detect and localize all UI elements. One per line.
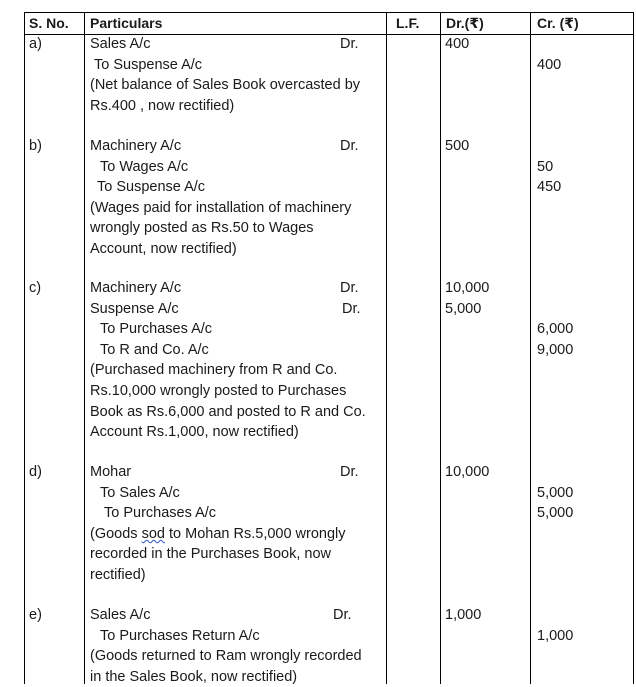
dr-mark: Dr. <box>340 138 359 154</box>
credit-amount: 5,000 <box>537 484 574 501</box>
credit-amount: 1,000 <box>537 627 574 644</box>
debit-amount: 5,000 <box>445 300 482 317</box>
col-border-sno <box>84 12 85 684</box>
particulars-line: (Net balance of Sales Book overcasted by <box>90 77 361 94</box>
particulars-line: To Purchases A/c <box>104 505 217 522</box>
dr-mark: Dr. <box>340 36 359 52</box>
particulars-line: Book as Rs.6,000 and posted to R and Co. <box>90 403 366 420</box>
particulars-line: To Purchases Return A/c <box>100 627 260 644</box>
dr-mark: Dr. <box>340 280 359 296</box>
particulars-line: Account Rs.1,000, now rectified) <box>90 424 299 441</box>
credit-amount: 5,000 <box>537 505 574 522</box>
particulars-line: (Wages paid for installation of machinery <box>90 199 352 216</box>
particulars-line: To Wages A/c <box>100 158 189 175</box>
dr-mark: Dr. <box>342 300 361 317</box>
credit-amount: 6,000 <box>537 321 574 338</box>
credit-amount: 50 <box>537 158 554 175</box>
dr-mark: Dr. <box>333 607 352 623</box>
col-border-right <box>633 12 634 684</box>
particulars-line: rectified) <box>90 567 146 583</box>
debit-amount: 500 <box>445 138 470 154</box>
particulars-line: Mohar <box>90 464 132 480</box>
entry-sno: c) <box>29 280 42 296</box>
entry-sno: b) <box>29 138 42 154</box>
header-cr: Cr. (₹) <box>537 15 579 31</box>
misspelled-word: sod <box>141 525 165 542</box>
particulars-line: (Goods returned to Ram wrongly recorded <box>90 648 362 665</box>
header-particulars: Particulars <box>90 15 163 31</box>
particulars-line: Machinery A/c <box>90 138 182 154</box>
particulars-line: Account, now rectified) <box>90 241 237 257</box>
col-border-particulars <box>386 12 387 684</box>
particulars-line: To Sales A/c <box>100 484 180 501</box>
col-border-dr <box>530 12 531 684</box>
header-dr: Dr.(₹) <box>446 15 484 31</box>
particulars-line: To Suspense A/c <box>97 179 206 196</box>
entry-sno: e) <box>29 607 42 623</box>
particulars-line: Machinery A/c <box>90 280 182 296</box>
particulars-line: (Purchased machinery from R and Co. <box>90 362 338 379</box>
debit-amount: 10,000 <box>445 280 490 296</box>
dr-mark: Dr. <box>340 464 359 480</box>
particulars-line: Sales A/c <box>90 607 151 623</box>
credit-amount: 450 <box>537 179 562 196</box>
particulars-line: To Purchases A/c <box>100 321 213 338</box>
particulars-line: (Goods sod to Mohan Rs.5,000 wrongly <box>90 525 346 542</box>
entry-sno: d) <box>29 464 42 480</box>
col-border-lf <box>440 12 441 684</box>
header-lf: L.F. <box>396 15 420 31</box>
header-sno: S. No. <box>29 15 69 31</box>
debit-amount: 1,000 <box>445 607 482 623</box>
particulars-line: Suspense A/c <box>90 300 179 317</box>
particulars-line: Rs.10,000 wrongly posted to Purchases <box>90 383 347 399</box>
particulars-line: wrongly posted as Rs.50 to Wages <box>90 220 314 237</box>
entry-sno: a) <box>29 36 42 52</box>
particulars-line: To R and Co. A/c <box>100 341 209 358</box>
debit-amount: 10,000 <box>445 464 490 480</box>
col-border-left <box>24 12 25 684</box>
particulars-line: Rs.400 , now rectified) <box>90 97 235 114</box>
particulars-line: recorded in the Purchases Book, now <box>90 546 331 563</box>
credit-amount: 9,000 <box>537 341 574 358</box>
particulars-line: To Suspense A/c <box>94 56 203 73</box>
debit-amount: 400 <box>445 36 470 52</box>
credit-amount: 400 <box>537 56 562 73</box>
particulars-line: in the Sales Book, now rectified) <box>90 668 298 685</box>
particulars-line: Sales A/c <box>90 36 151 52</box>
